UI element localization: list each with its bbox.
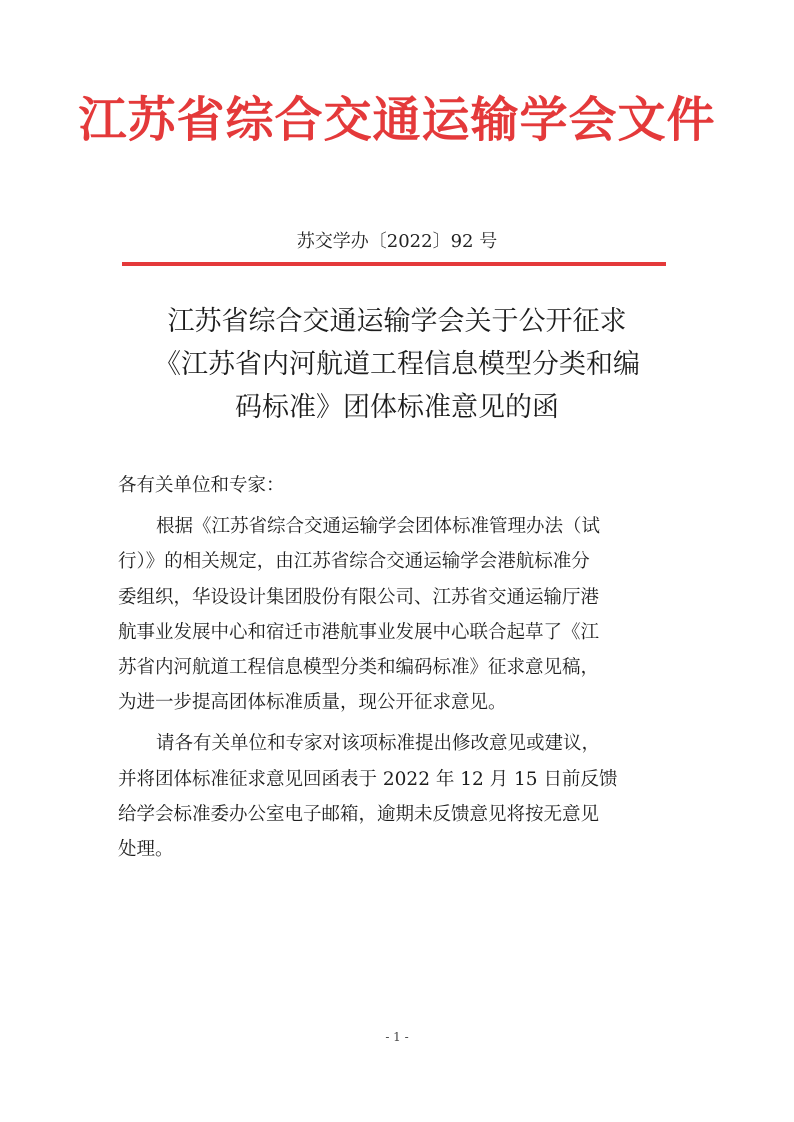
paragraph-2 <box>118 726 678 867</box>
salutation: 各有关单位和专家： <box>118 475 285 496</box>
subject-line: 江苏省综合交通运输学会关于公开征求 <box>167 306 627 337</box>
subject-line: 《江苏省内河航道工程信息模型分类和编 <box>154 349 640 380</box>
paragraph-line: 并将团体标准征求意见回函表于 2022 年 12 月 15 日前反馈 <box>118 768 618 790</box>
red-divider-line <box>122 262 666 266</box>
page-number: - 1 - <box>385 1030 409 1044</box>
document-header-title: 江苏省综合交通运输学会文件 <box>78 92 716 148</box>
paragraph-line: 处理。 <box>118 838 174 860</box>
paragraph-1 <box>118 509 678 720</box>
document-number: 苏交学办〔2022〕92 号 <box>296 231 498 252</box>
subject-line: 码标准》团体标准意见的函 <box>235 392 559 423</box>
paragraph-line: 根据《江苏省综合交通运输学会团体标准管理办法（试 <box>156 516 601 538</box>
document-body <box>118 468 678 867</box>
paragraph-line: 为进一步提高团体标准质量，现公开征求意见。 <box>118 692 507 714</box>
document-subject <box>110 300 684 429</box>
paragraph-line: 请各有关单位和专家对该项标准提出修改意见或建议， <box>156 733 601 755</box>
paragraph-line: 行）》的相关规定，由江苏省综合交通运输学会港航标准分 <box>118 551 590 573</box>
paragraph-line: 委组织，华设设计集团股份有限公司、江苏省交通运输厅港 <box>118 586 600 608</box>
paragraph-line: 航事业发展中心和宿迁市港航事业发展中心联合起草了《江 <box>118 621 600 643</box>
paragraph-line: 苏省内河航道工程信息模型分类和编码标准》征求意见稿， <box>118 656 600 678</box>
paragraph-line: 给学会标准委办公室电子邮箱，逾期未反馈意见将按无意见 <box>118 803 600 825</box>
